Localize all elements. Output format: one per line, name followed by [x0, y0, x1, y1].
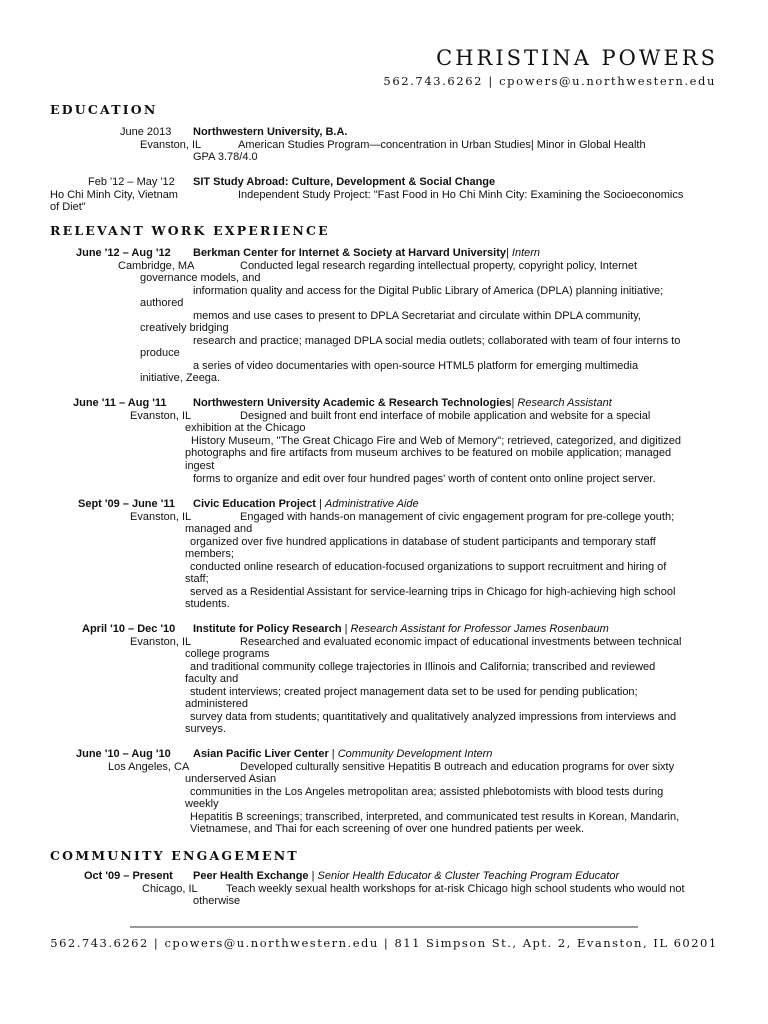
job-line: initiative, Zeega.: [140, 372, 221, 384]
job-line: and traditional community college trajectories in Illinois and California; transcribed and reviewed: [190, 661, 656, 673]
job-line: Designed and built front end interface of mobile application and website for a special: [240, 410, 651, 422]
edu-date: June 2013: [120, 126, 172, 138]
job-date: Oct '09 – Present: [84, 870, 173, 882]
job-line: Vietnamese, and Thai for each screening of over one hundred patients per week.: [190, 823, 585, 835]
job-line: student interviews; created project management data set to be used for pending publication;: [190, 686, 638, 698]
job-date: June '11 – Aug '11: [73, 397, 167, 409]
job-line: communities in the Los Angeles metropolitan area; assisted phlebotomists with blood tests during: [190, 786, 664, 798]
name: CHRISTINA POWERS: [436, 46, 718, 70]
edu-title: Northwestern University, B.A.: [193, 126, 348, 138]
job-role: Research Assistant: [517, 397, 612, 409]
job-role: Research Assistant for Professor James Rosenbaum: [350, 623, 609, 635]
edu-line: of Diet": [50, 201, 86, 213]
edu-line: Independent Study Project: "Fast Food in Ho Chi Minh City: Examining the Socioeconomics: [238, 189, 684, 201]
job-line: Developed culturally sensitive Hepatitis B outreach and education programs for over sixty: [240, 761, 675, 773]
job-line: managed and: [185, 523, 253, 535]
job-line: faculty and: [185, 673, 239, 685]
job-line: staff;: [185, 573, 209, 585]
job-line: exhibition at the Chicago: [185, 422, 306, 434]
job-line: administered: [185, 698, 248, 710]
job-line: weekly: [185, 798, 219, 810]
job-line: conducted online research of education-focused organizations to support recruitment and hiring of: [190, 561, 667, 573]
job-line: Conducted legal research regarding intellectual property, copyright policy, Internet: [240, 260, 638, 272]
section-education: EDUCATION: [50, 102, 158, 117]
edu-title: SIT Study Abroad: Culture, Development & Social Change: [193, 176, 496, 188]
job-line: creatively bridging: [140, 322, 229, 334]
job-line: members;: [185, 548, 234, 560]
job-line: photographs and fire artifacts from museum archives to be featured on mobile application; managed: [185, 447, 672, 459]
edu-place: Ho Chi Minh City, Vietnam: [50, 189, 178, 201]
job-line: surveys.: [185, 723, 226, 735]
job-line: produce: [140, 347, 180, 359]
job-line: otherwise: [193, 895, 241, 907]
job-line: survey data from students; quantitatively and qualitatively analyzed impressions from interviews and: [190, 711, 677, 723]
job-sep: |: [344, 623, 348, 635]
section-work: RELEVANT WORK EXPERIENCE: [50, 223, 330, 238]
job-line: information quality and access for the Digital Public Library of America (DPLA) planning initiative;: [193, 285, 664, 297]
job-heading: [193, 397, 612, 410]
job-line: Hepatitis B screenings; transcribed, interpreted, and communicated test results in Korean, Mandarin,: [190, 811, 680, 823]
job-line: Teach weekly sexual health workshops for at-risk Chicago high school students who would not: [226, 883, 685, 895]
job-heading: [193, 247, 540, 260]
job-org: Civic Education Project: [193, 498, 316, 510]
job-place: Evanston, IL: [130, 511, 192, 523]
job-line: memos and use cases to present to DPLA Secretariat and circulate within DPLA community,: [193, 310, 641, 322]
job-sep: |: [318, 498, 322, 510]
job-sep: |: [331, 748, 335, 760]
job-heading: [193, 623, 609, 636]
job-line: History Museum, "The Great Chicago Fire and Web of Memory"; retrieved, categorized, and digitized: [191, 435, 681, 447]
job-org: Institute for Policy Research: [193, 623, 342, 635]
job-sep: |: [511, 397, 515, 409]
job-place: Chicago, IL: [142, 883, 198, 895]
edu-place: Evanston, IL: [140, 139, 202, 151]
job-line: served as a Residential Assistant for service-learning trips in Chicago for high-achieving high school: [190, 586, 676, 598]
job-line: organized over five hundred applications in database of student participants and temporary staff: [190, 536, 656, 548]
contact-line: 562.743.6262 | cpowers@u.northwestern.edu: [383, 74, 716, 88]
job-org: Berkman Center for Internet & Society at Harvard University: [193, 247, 506, 259]
job-sep: |: [506, 247, 509, 259]
job-role: Senior Health Educator & Cluster Teaching Program Educator: [317, 870, 620, 882]
job-line: Researched and evaluated economic impact of educational investments between technical: [240, 636, 682, 648]
job-line: ingest: [185, 460, 215, 472]
job-place: Cambridge, MA: [118, 260, 195, 272]
job-date: June '10 – Aug '10: [76, 748, 171, 760]
edu-line: GPA 3.78/4.0: [193, 151, 258, 163]
job-line: Engaged with hands-on management of civic engagement program for pre-college youth;: [240, 511, 675, 523]
job-role: Community Development Intern: [337, 748, 493, 760]
job-line: research and practice; managed DPLA social media outlets; collaborated with team of four interns to: [193, 335, 681, 347]
job-date: Sept '09 – June '11: [78, 498, 175, 510]
job-line: a series of video documentaries with open-source HTML5 platform for emerging multimedia: [193, 360, 639, 372]
job-line: forms to organize and edit over four hundred pages' worth of content onto online project server.: [193, 473, 656, 485]
footer-contact: 562.743.6262 | cpowers@u.northwestern.edu | 811 Simpson St., Apt. 2, Evanston, IL 60201: [50, 936, 718, 950]
job-org: Northwestern University Academic & Research Technologies: [193, 397, 512, 409]
job-line: governance models, and: [140, 272, 261, 284]
job-role: Intern: [511, 247, 541, 259]
job-heading: [193, 870, 619, 883]
job-date: April '10 – Dec '10: [82, 623, 176, 635]
section-community: COMMUNITY ENGAGEMENT: [50, 848, 299, 863]
job-sep: |: [311, 870, 315, 882]
footer-rule: [130, 926, 638, 928]
job-role: Administrative Aide: [324, 498, 419, 510]
edu-date: Feb '12 – May '12: [88, 176, 175, 188]
job-line: authored: [140, 297, 184, 309]
job-place: Evanston, IL: [130, 636, 192, 648]
job-place: Evanston, IL: [130, 410, 192, 422]
job-org: Peer Health Exchange: [193, 870, 309, 882]
job-date: June '12 – Aug '12: [76, 247, 171, 259]
job-org: Asian Pacific Liver Center: [193, 748, 329, 760]
edu-line: American Studies Program—concentration in Urban Studies| Minor in Global Health: [238, 139, 646, 151]
job-heading: [193, 498, 419, 511]
job-line: college programs: [185, 648, 270, 660]
job-line: students.: [185, 598, 230, 610]
job-heading: [193, 748, 492, 761]
job-place: Los Angeles, CA: [108, 761, 190, 773]
job-line: underserved Asian: [185, 773, 277, 785]
